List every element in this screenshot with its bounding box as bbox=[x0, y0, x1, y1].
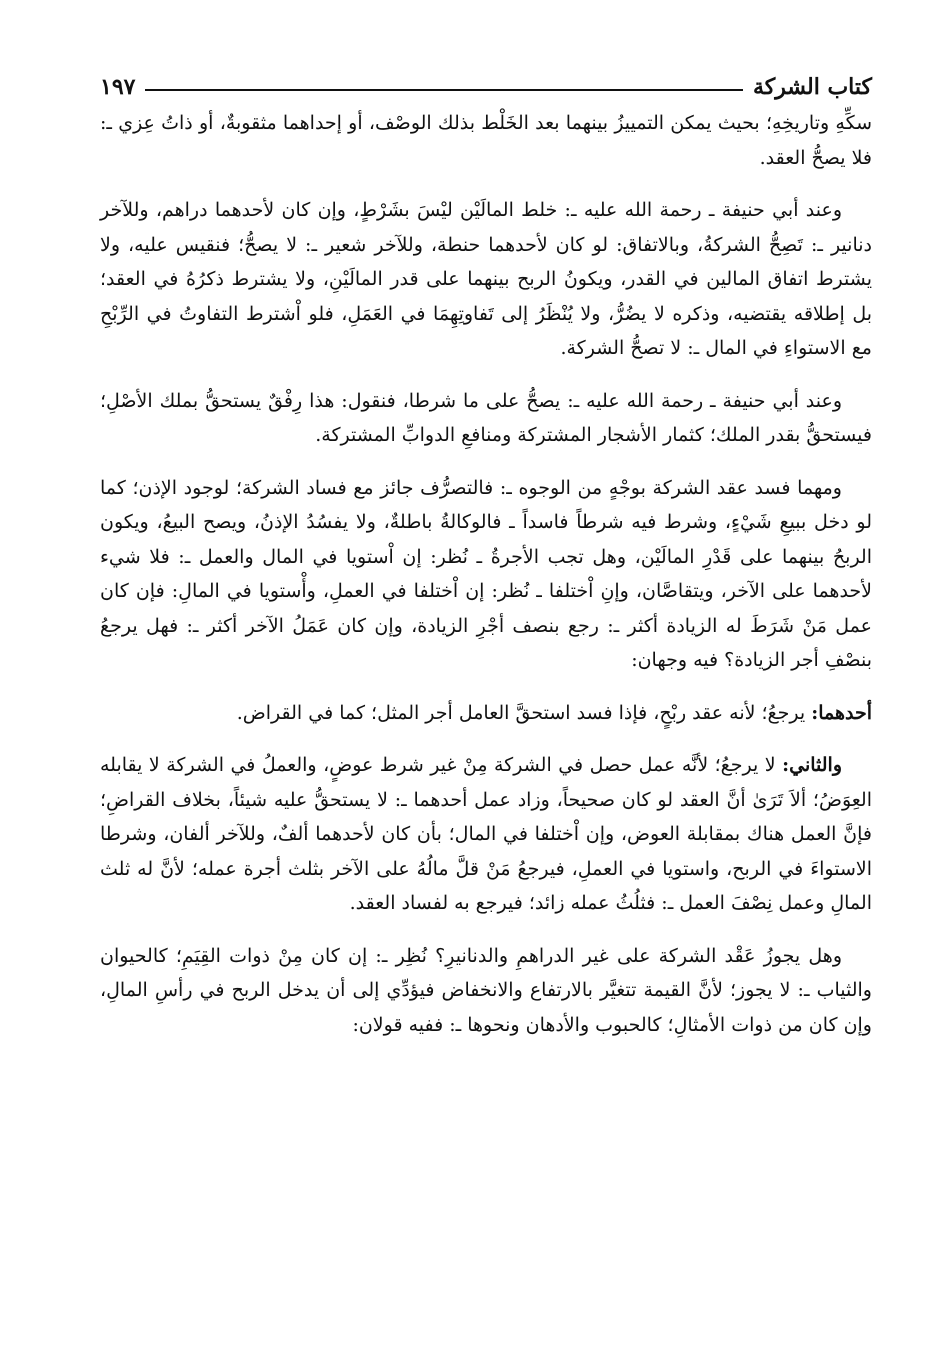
paragraph-1 bbox=[100, 106, 872, 175]
page-number: ١٩٧ bbox=[100, 74, 136, 100]
running-header bbox=[100, 60, 872, 100]
paragraph-6 bbox=[100, 748, 872, 921]
paragraph-text: يرجعُ؛ لأنه عقد ربْحٍ، فإذا فسد استحقَّ العامل أجر المثل؛ كما في القراض. bbox=[236, 701, 812, 724]
paragraph-text: ومهما فسد عقد الشركة بوجْهٍ من الوجوه ـ: فالتصرُّف جائز مع فساد الشركة؛ لوجود الإذن؛ كما لو دخل ببيعِ شَيْءٍ، وشرط فيه شرطاً فاسداً ـ فالوكالةُ باطلةٌ، ولا يفسُدُ الإذنُ، ويصح البيعُ، ويكون الربحُ بينهما على قَدْرِ المالَيْن، وهل تجب الأجرةُ ـ نُظر: إن اْستويا في المال والعمل ـ: فلا شيء لأحدهما على الآخر، ويتقاصَّان، وإنِ اْختلفا ـ نُظر: إن اْختلفا في العملِ، وأْستويا في المالِ: فإن كان عمل مَنْ شَرَطَ له الزيادة أكثر ـ: رجع بنصف أجْرِ الزيادة، وإن كان عَمَلُ الآخر أكثر ـ: فهل يرجعُ بنصْفِ أجر الزيادة؟ فيه وجهان: bbox=[100, 476, 872, 671]
paragraph-3 bbox=[100, 384, 872, 453]
header-rule bbox=[145, 89, 743, 91]
paragraph-5 bbox=[100, 696, 872, 731]
paragraph-text: لا يرجعُ؛ لأنَّه عمل حصل في الشركة مِنْ غير شرط عوضٍ، والعملُ في الشركة لا يقابله العِوَضُ؛ ألاَ تَرَىٰ أنَّ العقد لو كان صحيحاً، وزاد عمل أحدهما ـ: لا يستحقُّ عليه شيئاً، بخلاف القراضِ؛ فإنَّ العمل هناك بمقابلة العوض، وإن اْختلفا في المال؛ بأن كان لأحدهما ألفٌ، وللآخر ألفان، وشرطا الاستواءَ في الربح، واستويا في العملِ، فيرجعُ مَنْ قلَّ مالُهُ على الآخر بثلث أجرة عمله؛ لأنَّ له ثلث المالِ وعمل نِصْفَ العمل ـ: فثلُثُ عمله زائد؛ فيرجع به لفساد العقد. bbox=[100, 754, 872, 914]
paragraph-text: وعند أبي حنيفة ـ رحمة الله عليه ـ: خلط المالَيْن ليْسَ بشَرْطٍ، وإن كان لأحدهما دراهم، وللآخر دنانير ـ: تَصِحُّ الشركةُ، وبالاتفاق: لو كان لأحدهما حنطة، وللآخر شعير ـ: لا يصحُّ؛ فنقيس عليه، ولا يشترط اتفاق المالين في القدر، ويكونُ الربح بينهما على قدر المالَيْنِ، ولا يشترط ذكرُهُ في العقد؛ بل إطلاقه يقتضيه، وذكره لا يضُرُّ، ولا يُنْظَرُ إلى تَفاوتِهِمَا في العَمَلِ، فلو اْشترط التفاوتُ في الرِّبْحِ مع الاستواءِ في المال ـ: لا تصحُّ الشركة. bbox=[100, 199, 872, 359]
paragraph-2 bbox=[100, 193, 872, 366]
paragraph-4 bbox=[100, 471, 872, 678]
paragraph-lead: أحدهما: bbox=[811, 701, 872, 724]
chapter-title: كتاب الشركة bbox=[752, 74, 872, 100]
paragraph-lead: والثاني: bbox=[782, 754, 842, 776]
paragraph-text: وهل يجوزُ عَقْد الشركة على غير الدراهمِ والدنانيرِ؟ نُظِر ـ: إن كان مِنْ ذوات القِيَمِ؛ كالحيوان والثياب ـ: لا يجوز؛ لأنَّ القيمة تتغيَّر بالارتفاع والانخفاض فيؤدِّي إلى أن يدخل الربح في رأسِ المالِ، وإن كان من ذوات الأمثالِ؛ كالحبوب والأدهان ونحوها ـ: ففيه قولان: bbox=[100, 944, 872, 1036]
body-text bbox=[100, 106, 872, 1042]
paragraph-7 bbox=[100, 939, 872, 1043]
paragraph-text: سكِّهِ وتاريخِهِ؛ بحيث يمكن التمييزُ بينهما بعد الخَلْط بذلك الوصْف، أو إحداهما مثقوبةٌ، أو ذاتُ عِزي ـ: فلا يصحُّ العقد. bbox=[100, 112, 872, 169]
paragraph-text: وعند أبي حنيفة ـ رحمة الله عليه ـ: يصحُّ على ما شرطا، فنقول: هذا رِفْقٌ يستحقُّ بملك الأصْلِ؛ فيستحقُّ بقدر الملك؛ كثمار الأشجار المشتركة ومنافعِ الدوابِّ المشتركة. bbox=[100, 389, 872, 446]
